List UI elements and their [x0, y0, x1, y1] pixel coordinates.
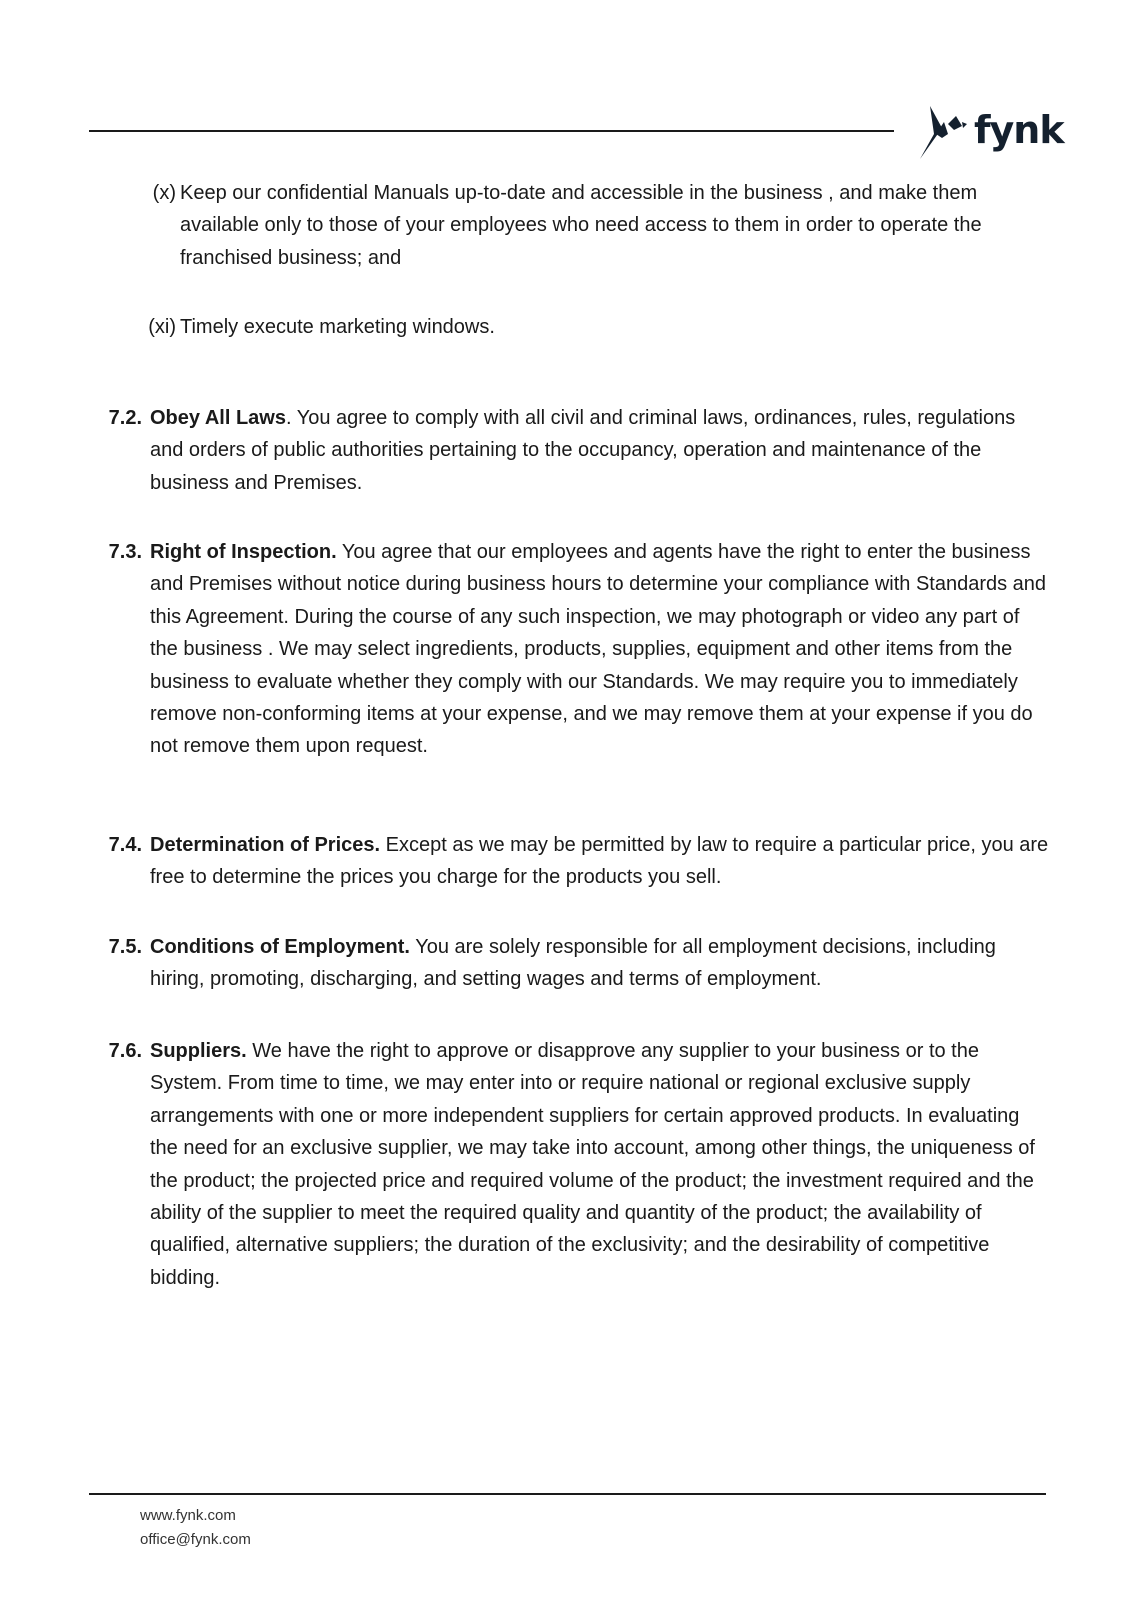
item-number: (x) [152, 182, 176, 204]
section-number: 7.5. [108, 936, 142, 958]
section-title: Right of Inspection. [150, 541, 337, 563]
item-number: (xi) [148, 316, 176, 338]
section-body: We have the right to approve or disapprove any supplier to your business or to the System. From time to time, we may enter into or require national or regional exclusive supply arrangements with one or more independent suppliers for certain approved products. In evaluating the need for an exclusive supplier, we may take into account, among other things, the uniqueness of the product; the projected price and required volume of the product; the investment required and the ability of the supplier to meet the required quality and quantity of the product; the availability of qualified, alternative suppliers; the duration of the exclusivity; and the desirability of competitive bidding. [150, 1040, 1035, 1289]
footer-website-link[interactable]: www.fynk.com [140, 1507, 236, 1524]
section-7-5 [108, 931, 1050, 996]
section-7-4 [108, 829, 1050, 894]
section-title: Suppliers. [150, 1040, 247, 1062]
section-body: You agree that our employees and agents have the right to enter the business and Premises without notice during business hours to determine your compliance with Standards and this Agreement. During the course of any such inspection, we may photograph or video any part of the business . We may select ingredients, products, supplies, equipment and other items from the business to evaluate whether they comply with our Standards. We may require you to immediately remove non-conforming items at your expense, and we may remove them at your expense if you do not remove them upon request. [150, 541, 1047, 758]
section-number: 7.2. [108, 407, 142, 429]
footer [140, 1504, 251, 1552]
footer-email-link[interactable]: office@fynk.com [140, 1531, 251, 1548]
logo-wordmark: fynk [974, 108, 1064, 152]
section-title: Obey All Laws [150, 407, 286, 429]
item-text: Timely execute marketing windows. [180, 316, 495, 338]
footer-divider [89, 1493, 1046, 1495]
section-7-2 [108, 402, 1050, 499]
section-body: You are solely responsible for all employment decisions, including hiring, promoting, discharging, and setting wages and terms of employment. [150, 936, 996, 991]
fynk-logo [918, 104, 1064, 160]
fynk-bird-icon [918, 104, 968, 160]
section-number: 7.4. [108, 834, 142, 856]
header-divider [89, 130, 894, 132]
list-item-xi [148, 311, 1050, 343]
section-body: You agree to comply with all civil and criminal laws, ordinances, rules, regulations and orders of public authorities pertaining to the occupancy, operation and maintenance of the business and Premises. [150, 407, 1016, 494]
section-number: 7.3. [108, 541, 142, 563]
item-text: Keep our confidential Manuals up-to-date and accessible in the business , and make them available only to those of your employees who need access to them in order to operate the franchised business; and [180, 182, 982, 269]
section-7-3 [108, 536, 1050, 763]
section-7-6 [108, 1035, 1050, 1294]
section-title-period: . [285, 407, 292, 429]
list-item-x [152, 177, 1050, 274]
section-title: Conditions of Employment. [150, 936, 410, 958]
section-body: Except as we may be permitted by law to require a particular price, you are free to determine the prices you charge for the products you sell. [150, 834, 1049, 889]
section-number: 7.6. [108, 1040, 142, 1062]
section-title: Determination of Prices. [150, 834, 381, 856]
